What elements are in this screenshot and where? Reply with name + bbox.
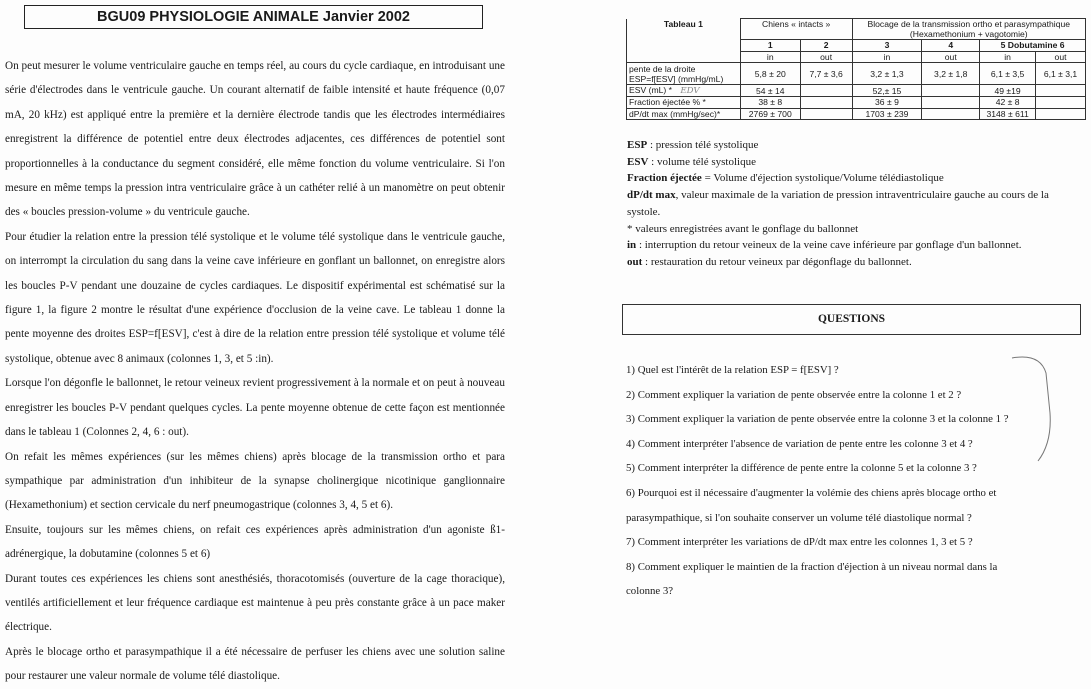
legend-text: = Volume d'éjection systolique/Volume télédiastolique [701, 172, 944, 185]
handwritten-bracket-icon [1010, 353, 1055, 468]
header-intact-dogs: Chiens « intacts » [740, 19, 852, 40]
legend-out [627, 254, 1075, 271]
dobutamine-label: Dobutamine [1007, 40, 1058, 51]
legend-term: Fraction éjectée [627, 172, 702, 185]
cell-ef-1: 38 ± 8 [740, 97, 800, 109]
question-7: 7) Comment interpréter les variations de dP/dt max entre les colonnes 1, 3 et 5 ? [626, 536, 973, 549]
question-8-cont: colonne 3? [626, 585, 674, 598]
legend-term: out [627, 255, 643, 268]
cell-slope-4: 3,2 ± 1,8 [922, 63, 980, 85]
paragraph-1: On peut mesurer le volume ventriculaire gauche en temps réel, au cours du cycle cardiaque, en introduisant une série d'électrodes dans le ventricule gauche. Un courant alternatif de faible intensité et haute fréquence (0,07 mA, 20 kHz) est appliqué entre la première et la dernière électrode tandis que les électrodes intermédiaires enregistrent la différence de potentiel entre deux électrodes adjacentes, ces différences de potentiel sont proportionnelles à la conductance du segment considéré, elle même fonction du volume ventriculaire. Si l'on mesure en même temps la pression intra ventriculaire grâce à un cathéter relié à un manomètre on peut obtenir des « boucles pression-volume » du ventricule gauche. [5, 60, 505, 219]
cell-dpdt-1: 2769 ± 700 [740, 108, 800, 120]
cell-dpdt-6 [1036, 108, 1086, 120]
results-table [626, 18, 1086, 120]
handwritten-note: EDV [680, 86, 700, 96]
in-out-2: out [800, 51, 852, 63]
legend-text: : pression télé systolique [647, 139, 759, 151]
row-label-ejection: Fraction éjectée % * [627, 97, 741, 109]
paragraph-7: Après le blocage ortho et parasympathique il a été nécessaire de perfuser les chiens avec une solution saline pour restaurer une valeur normale de volume télé diastolique. [5, 645, 505, 683]
in-out-6: out [1036, 51, 1086, 63]
header-blockade: Blocage de la transmission ortho et parasympathique (Hexamethonium + vagotomie) [852, 19, 1085, 40]
legend-dpdt [627, 187, 1075, 220]
legend-star [627, 221, 1075, 238]
cell-ef-3: 36 ± 9 [852, 97, 922, 109]
legend-in [627, 237, 1075, 254]
cell-slope-5: 6,1 ± 3,5 [980, 63, 1036, 85]
cell-dpdt-4 [922, 108, 980, 120]
question-1: 1) Quel est l'intérêt de la relation ESP = f[ESV] ? [626, 364, 839, 376]
question-3: 3) Comment expliquer la variation de pente observée entre la colonne 3 et la colonne 1 ? [626, 413, 1009, 426]
question-2: 2) Comment expliquer la variation de pente observée entre la colonne 1 et 2 ? [626, 388, 962, 401]
paragraph-4: On refait les mêmes expériences (sur les mêmes chiens) après blocage de la transmission ortho et para sympathique par administration d'un inhibiteur de la synapse cholinergique nicotinique ganglionnaire (Hexamethonium) et section cervicale du nerf pneumogastrique (colonnes 3, 4, 5 et 6). [5, 450, 505, 512]
questions-header: QUESTIONS [622, 304, 1081, 335]
legend-term: ESP [627, 139, 648, 151]
question-5: 5) Comment interpréter la différence de pente entre la colonne 5 et la colonne 3 ? [626, 462, 977, 475]
cell-ef-2 [800, 97, 852, 109]
col-number-4: 4 [922, 40, 980, 52]
row-label-esv-text: ESV (mL) * [629, 85, 672, 95]
cell-dpdt-3: 1703 ± 239 [852, 108, 922, 120]
cell-slope-1: 5,8 ± 20 [740, 63, 800, 85]
cell-dpdt-5: 3148 ± 611 [980, 108, 1036, 120]
legend-term: dP/dt max [627, 189, 676, 202]
in-out-3: in [852, 51, 922, 63]
legend-text: : restauration du retour veineux par dégonflage du ballonnet. [642, 255, 912, 268]
cell-esv-4 [922, 85, 980, 97]
cell-dpdt-2 [800, 108, 852, 120]
legend-esp [627, 137, 1075, 154]
cell-esv-2 [800, 85, 852, 97]
exam-text [5, 54, 505, 689]
legend-term: * [627, 222, 633, 235]
col-number-6: 6 [1059, 40, 1065, 51]
row-label-esv [627, 85, 741, 97]
row-label-dpdt: dP/dt max (mmHg/sec)* [627, 108, 741, 120]
in-out-5: in [980, 51, 1036, 63]
page-title: BGU09 PHYSIOLOGIE ANIMALE Janvier 2002 [24, 5, 483, 29]
legend-fraction [627, 170, 1075, 187]
col-number-5: 5 [1000, 40, 1006, 51]
legend-text: valeurs enregistrées avant le gonflage du ballonnet [632, 222, 859, 235]
paragraph-3: Lorsque l'on dégonfle le ballonnet, le retour veineux revient progressivement à la normale et on peut à nouveau enregistrer les boucles P-V pendant quelques cycles. La pente moyenne obtenue de cette façon est mentionnée dans le tableau 1 (Colonnes 2, 4, 6 : out). [5, 377, 505, 439]
table-corner [627, 40, 741, 52]
paragraph-2: Pour étudier la relation entre la pression télé systolique et le volume télé systolique dans le ventricule gauche, on interrompt la circulation du sang dans la veine cave inférieure en gonflant un ballonnet, on enregistre alors les boucles P-V pendant une douzaine de cycles cardiaques. Le dispositif expérimental est schématisé sur la figure 1, la figure 2 montre le résultat d'une expérience d'occlusion de la veine cave. Le tableau 1 donne la pente moyenne des droites ESP=f[ESV], c'est à dire de la relation entre pression télé systolique et volume télé systolique, obtenue avec 8 animaux (colonnes 1, 3, et 5 :in). [5, 230, 505, 365]
legend-esv [627, 154, 1075, 171]
col-number-2: 2 [800, 40, 852, 52]
cell-slope-6: 6,1 ± 3,1 [1036, 63, 1086, 85]
cell-esv-3: 52,± 15 [852, 85, 922, 97]
legend-text: : volume télé systolique [648, 155, 756, 168]
question-4: 4) Comment interpréter l'absence de variation de pente entre les colonne 3 et 4 ? [626, 437, 973, 450]
legend-text: , valeur maximale de la variation de pression intraventriculaire gauche au cours de la systole. [627, 189, 1049, 218]
questions-list [626, 358, 1066, 604]
table-caption: Tableau 1 [627, 19, 741, 40]
paragraph-5: Ensuite, toujours sur les mêmes chiens, on refait ces expériences après administration d'un agoniste ß1-adrénergique, la dobutamine (colonnes 5 et 6) [5, 523, 505, 561]
paragraph-6: Durant toutes ces expériences les chiens sont anesthésiés, thoracotomisés (ouverture de la cage thoracique), ventilés artificiellement et leur fréquence cardiaque est maintenue à peu près constante grâce à un pace maker électrique. [5, 572, 505, 634]
question-6: 6) Pourquoi est il nécessaire d'augmenter la volémie des chiens après blocage ortho et [626, 486, 997, 499]
cell-esv-1: 54 ± 14 [740, 85, 800, 97]
question-6-cont: parasympathique, si l'on souhaite conserver un volume télé diastolique normal ? [626, 511, 972, 524]
cell-esv-5: 49 ±19 [980, 85, 1036, 97]
cell-esv-6 [1036, 85, 1086, 97]
cell-ef-4 [922, 97, 980, 109]
legend-term: ESV [627, 155, 649, 168]
table-corner-2 [627, 51, 741, 63]
cell-slope-3: 3,2 ± 1,3 [852, 63, 922, 85]
cell-ef-6 [1036, 97, 1086, 109]
cell-ef-5: 42 ± 8 [980, 97, 1036, 109]
legend-text: : interruption du retour veineux de la veine cave inférieure par gonflage d'un ballonnet. [636, 239, 1022, 252]
col-number-1: 1 [740, 40, 800, 52]
row-label-slope: pente de la droite ESP=f[ESV] (mmHg/mL) [627, 63, 741, 85]
legend-term: in [627, 239, 637, 252]
col-number-3: 3 [852, 40, 922, 52]
in-out-4: out [922, 51, 980, 63]
col-number-5-6 [980, 40, 1086, 52]
cell-slope-2: 7,7 ± 3,6 [800, 63, 852, 85]
in-out-1: in [740, 51, 800, 63]
question-8: 8) Comment expliquer le maintien de la fraction d'éjection à un niveau normal dans la [626, 560, 998, 573]
table-legend [627, 137, 1075, 271]
